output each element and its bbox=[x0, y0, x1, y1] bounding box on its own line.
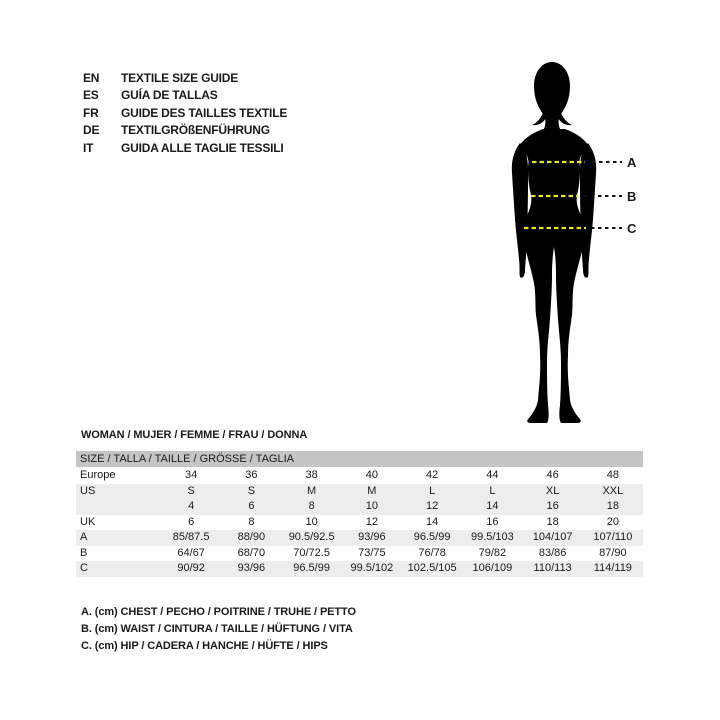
measure-label-a: A bbox=[627, 155, 637, 170]
language-row-fr bbox=[83, 105, 287, 122]
measure-label-b: B bbox=[627, 189, 637, 204]
language-code: IT bbox=[83, 140, 94, 155]
table-cell: 88/90 bbox=[237, 531, 266, 543]
silhouette-arm-right bbox=[580, 143, 596, 278]
row-label: B bbox=[80, 546, 88, 559]
legend-line-waist: B. (cm) WAIST / CINTURA / TAILLE / HÜFTUNG / VITA bbox=[81, 623, 353, 636]
table-cell: 102.5/105 bbox=[407, 562, 457, 574]
table-cell: 79/82 bbox=[478, 546, 507, 559]
table-cell: 42 bbox=[426, 469, 439, 481]
table-row-europe bbox=[76, 468, 643, 484]
silhouette-hair-tuft-right bbox=[558, 111, 572, 125]
language-title: GUIDE DES TAILLES TEXTILE bbox=[121, 105, 288, 120]
language-code: DE bbox=[83, 123, 100, 138]
table-cell: 40 bbox=[365, 469, 378, 481]
table-cell: 36 bbox=[245, 469, 258, 481]
size-table bbox=[76, 451, 643, 577]
row-label: UK bbox=[80, 515, 96, 528]
table-cell: 64/67 bbox=[177, 546, 205, 559]
language-row-en bbox=[83, 70, 287, 87]
table-cell: 87/90 bbox=[599, 546, 627, 559]
language-title: TEXTILGRÖßENFÜHRUNG bbox=[121, 123, 270, 138]
table-cell: 16 bbox=[546, 500, 559, 512]
table-cell: 107/110 bbox=[593, 531, 633, 543]
table-cell: S bbox=[187, 484, 195, 497]
table-row-chest bbox=[76, 530, 643, 546]
table-cell: 10 bbox=[305, 515, 318, 528]
row-label: Europe bbox=[80, 469, 116, 481]
language-title: TEXTILE SIZE GUIDE bbox=[121, 71, 239, 85]
table-cell: 46 bbox=[546, 469, 559, 481]
table-cell: 18 bbox=[606, 500, 619, 512]
table-row-waist bbox=[76, 546, 643, 562]
language-title: GUÍA DE TALLAS bbox=[121, 88, 218, 103]
table-cell: 10 bbox=[365, 500, 378, 512]
table-cell: 93/96 bbox=[358, 531, 386, 543]
legend-line-chest: A. (cm) CHEST / PECHO / POITRINE / TRUHE / PETTO bbox=[81, 606, 356, 618]
silhouette-hair-tuft-left bbox=[532, 111, 546, 125]
woman-silhouette-diagram bbox=[495, 55, 650, 430]
table-cell: 34 bbox=[185, 469, 198, 481]
table-cell: 6 bbox=[248, 500, 255, 512]
table-cell: 16 bbox=[486, 515, 499, 528]
table-cell: 18 bbox=[546, 515, 559, 528]
table-cell: 4 bbox=[188, 500, 195, 512]
table-cell: 70/72.5 bbox=[293, 546, 330, 559]
table-cell: XL bbox=[545, 484, 560, 497]
table-cell: 44 bbox=[486, 469, 499, 481]
table-cell: 90.5/92.5 bbox=[288, 531, 335, 543]
table-cell: 73/75 bbox=[358, 546, 386, 559]
language-row-it bbox=[83, 140, 287, 157]
language-title: GUIDA ALLE TAGLIE TESSILI bbox=[121, 140, 284, 155]
table-cell: M bbox=[367, 484, 377, 497]
table-cell: 83/86 bbox=[538, 546, 567, 559]
category-title: WOMAN / MUJER / FEMME / FRAU / DONNA bbox=[81, 429, 308, 441]
table-cell: L bbox=[429, 484, 436, 497]
table-cell: 12 bbox=[365, 515, 378, 528]
table-cell: L bbox=[489, 484, 496, 497]
table-cell: 93/96 bbox=[237, 562, 266, 574]
table-cell: 8 bbox=[248, 515, 255, 528]
table-cell: 99.5/102 bbox=[350, 562, 394, 574]
table-cell: 96.5/99 bbox=[413, 531, 451, 543]
table-cell: 104/107 bbox=[532, 531, 573, 543]
table-cell: 14 bbox=[486, 500, 499, 512]
silhouette-body bbox=[520, 129, 588, 423]
size-table-header: SIZE / TALLA / TAILLE / GRÖSSE / TAGLIA bbox=[76, 451, 643, 467]
table-cell: 20 bbox=[606, 515, 619, 528]
row-label: C bbox=[80, 562, 88, 574]
table-cell: 110/113 bbox=[533, 562, 572, 574]
table-row-uk bbox=[76, 515, 643, 531]
table-row-hip bbox=[76, 561, 643, 577]
row-label bbox=[76, 499, 161, 515]
table-row-us bbox=[76, 484, 643, 500]
measure-label-c: C bbox=[627, 221, 637, 236]
table-cell: 90/92 bbox=[177, 562, 205, 574]
row-label: A bbox=[80, 531, 88, 543]
table-cell: S bbox=[247, 484, 256, 497]
language-code: EN bbox=[83, 71, 100, 85]
table-cell: 96.5/99 bbox=[293, 562, 330, 574]
table-cell: 14 bbox=[426, 515, 439, 528]
table-cell: 48 bbox=[606, 469, 619, 481]
table-cell: 8 bbox=[308, 500, 315, 512]
table-cell: 68/70 bbox=[237, 546, 266, 559]
table-cell: 114/119 bbox=[593, 562, 632, 574]
language-code: ES bbox=[83, 88, 99, 103]
language-title-list bbox=[83, 70, 287, 157]
row-label: US bbox=[80, 484, 96, 497]
language-row-es bbox=[83, 87, 287, 104]
table-cell: 76/78 bbox=[418, 546, 446, 559]
silhouette-arm-left bbox=[512, 143, 528, 278]
measurement-legend bbox=[81, 604, 356, 656]
table-cell: 85/87.5 bbox=[172, 531, 210, 543]
table-cell: 106/109 bbox=[472, 562, 513, 574]
legend-line-hip: C. (cm) HIP / CADERA / HANCHE / HÜFTE / HIPS bbox=[81, 640, 328, 653]
table-cell: XXL bbox=[602, 484, 624, 497]
table-cell: 99.5/103 bbox=[470, 531, 514, 543]
language-code: FR bbox=[83, 105, 99, 120]
table-cell: M bbox=[307, 484, 317, 497]
table-cell: 12 bbox=[426, 500, 439, 512]
table-cell: 38 bbox=[305, 469, 318, 481]
language-row-de bbox=[83, 122, 287, 139]
table-cell: 6 bbox=[188, 515, 195, 528]
table-row-us-numeric bbox=[76, 499, 643, 515]
